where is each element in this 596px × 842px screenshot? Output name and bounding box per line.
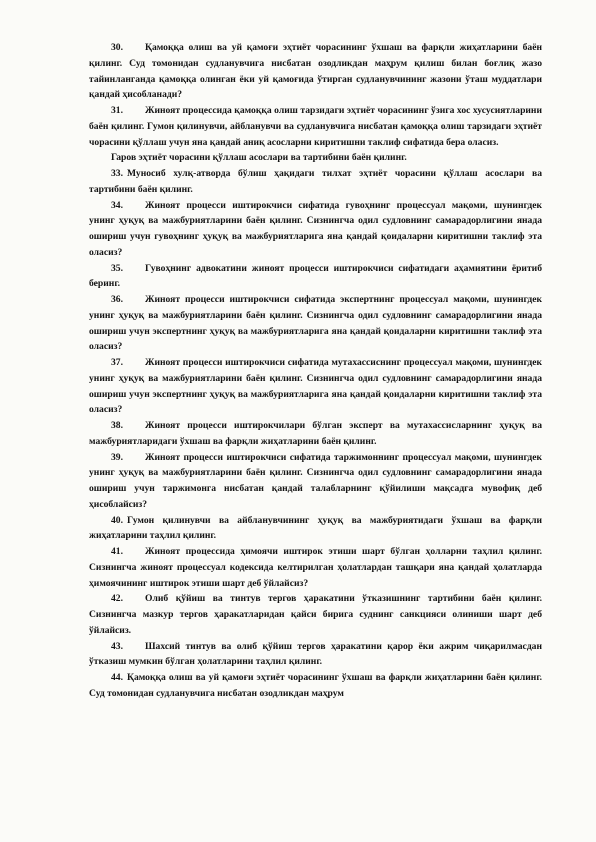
question-text: Гаров эҳтиёт чорасини қўллаш асослари ва тартибини баён қилинг.: [111, 152, 407, 164]
question-43: [89, 639, 542, 671]
question-number: 33.: [111, 168, 123, 179]
question-36: [89, 292, 542, 355]
question-number: 40.: [111, 514, 123, 526]
question-text: Гувоҳнинг адвокатини жиноят процесси иштирокчиси сифатидаги аҳамиятини ёритиб беринг.: [89, 262, 542, 290]
question-text: Жиноят процессида ҳимоячи иштирок этиши шарт бўлган ҳолларни таҳлил қилинг. Сизнингча жиноят процессуал кодексида келтирилган ҳолатлардан ташқари яна қандай ҳолатларда ҳимоячининг иштирок этиши шарт деб ўйлайсиз?: [89, 546, 542, 589]
question-38: [89, 418, 542, 450]
question-30: [89, 40, 542, 103]
question-42: [89, 591, 542, 638]
question-number: 38.: [111, 420, 123, 431]
question-37: [89, 355, 542, 418]
question-41: [89, 544, 542, 591]
question-32: [89, 150, 542, 166]
question-text: Жиноят процесси иштирокчиси сифатида экспертнинг процессуал мақоми, шунингдек унинг ҳуқуқ ва мажбуриятларини баён қилинг. Сизнингча одил судловнинг самарадорлигини янада ошириш учун экспертнинг ҳуқуқ ва мажбуриятларига яна қандай қоидаларни киритишни таклиф эта оласиз?: [89, 294, 542, 353]
question-number: 34.: [111, 199, 123, 211]
question-text: Муносиб хулқ-атворда бўлиш ҳақидаги тилхат эҳтиёт чорасини қўллаш асослари ва тартибини баён қилинг.: [89, 168, 542, 195]
question-33: [89, 166, 542, 198]
question-44: [89, 670, 542, 702]
question-text: Жиноят процесси иштирокчилари бўлган эксперт ва мутахассисларнинг ҳуқуқ ва мажбуриятларидаги ўхшаш ва фарқли жиҳатларини баён қилинг.: [89, 420, 542, 447]
question-35: [89, 261, 542, 293]
question-text: Жиноят процесси иштирокчиси сифатида мутахассиснинг процессуал мақоми, шунингдек унинг ҳуқуқ ва мажбуриятларини баён қилинг. Сизнингча одил судловнинг самарадорлигини янада ошириш учун экспертнинг ҳуқуқ ва мажбуриятларига яна қандай қоидаларни киритишни таклиф эта оласиз?: [89, 357, 542, 416]
question-text: Олиб қўйиш ва тинтув тергов ҳаракатини ўтказишнинг тартибини баён қилинг. Сизнингча мазкур тергов ҳаракатларидан қайси бирига суднинг санкцияси олиниши шарт деб ўйлайсиз.: [89, 593, 542, 636]
question-number: 41.: [111, 546, 123, 557]
question-number: 35.: [111, 262, 123, 274]
question-text: Қамоққа олиш ва уй қамоғи эҳтиёт чорасининг ўхшаш ва фарқли жиҳатларини баён қилинг. Суд томонидан судланувчига нисбатан озодликдан маҳрум: [89, 672, 542, 699]
question-number: 43.: [111, 640, 123, 652]
question-31: [89, 103, 542, 150]
question-number: 30.: [111, 42, 123, 53]
question-number: 31.: [111, 105, 123, 116]
question-number: 37.: [111, 357, 123, 368]
question-number: 44.: [111, 672, 123, 683]
question-40: [89, 513, 542, 545]
question-text: Жиноят процесси иштирокчиси сифатида гувоҳнинг процессуал мақоми, шунингдек унинг ҳуқуқ ва мажбуриятларини баён қилинг. Сизнингча одил судловнинг самарадорлигини янада ошириш учун гувоҳнинг ҳуқуқ ва мажбуриятларига яна қандай қоидаларни киритишни таклиф эта оласиз?: [89, 199, 542, 258]
question-text: Қамоққа олиш ва уй қамоғи эҳтиёт чорасининг ўхшаш ва фарқли жиҳатларини баён қилинг. Суд томонидан судланувчига нисбатан озодликдан маҳрум қилиш билан боғлиқ жазо тайинланганда қамоққа олинган ёки уй қамоғида ўтирган судланувчининг жазони ўташ муддатлари қандай ҳисобланади?: [89, 42, 542, 101]
question-34: [89, 198, 542, 261]
question-text: Шахсий тинтув ва олиб қўйиш тергов ҳаракатини қарор ёки ажрим чиқарилмасдан ўтказиш мумкин бўлган ҳолатларини таҳлил қилинг.: [89, 640, 542, 668]
question-number: 42.: [111, 593, 123, 605]
question-number: 39.: [111, 451, 123, 463]
question-text: Жиноят процесси иштирокчиси сифатида таржимоннинг процессуал мақоми, шунингдек унинг ҳуқуқ ва мажбуриятларини баён қилинг. Сизнингча одил судловнинг самарадорлигини янада ошириш учун таржимонга нисбатан қандай талабларнинг қўйилиши мақсадга мувофиқ деб ҳисоблайсиз?: [89, 451, 542, 510]
question-text: Гумон қилинувчи ва айбланувчининг ҳуқуқ ва мажбуриятидаги ўхшаш ва фарқли жиҳатларини таҳлил қилинг.: [89, 514, 542, 542]
question-number: 36.: [111, 294, 123, 305]
question-39: [89, 450, 542, 513]
question-text: Жиноят процессида қамоққа олиш тарзидаги эҳтиёт чорасининг ўзига хос хусусиятларини баён қилинг. Гумон қилинувчи, айбланувчи ва судланувчига нисбатан қамоққа олиш тарзидаги эҳтиёт чорасини қўллаш учун яна қандай аниқ асосларни киритишни таклиф сифатида бера оласиз.: [89, 105, 542, 148]
